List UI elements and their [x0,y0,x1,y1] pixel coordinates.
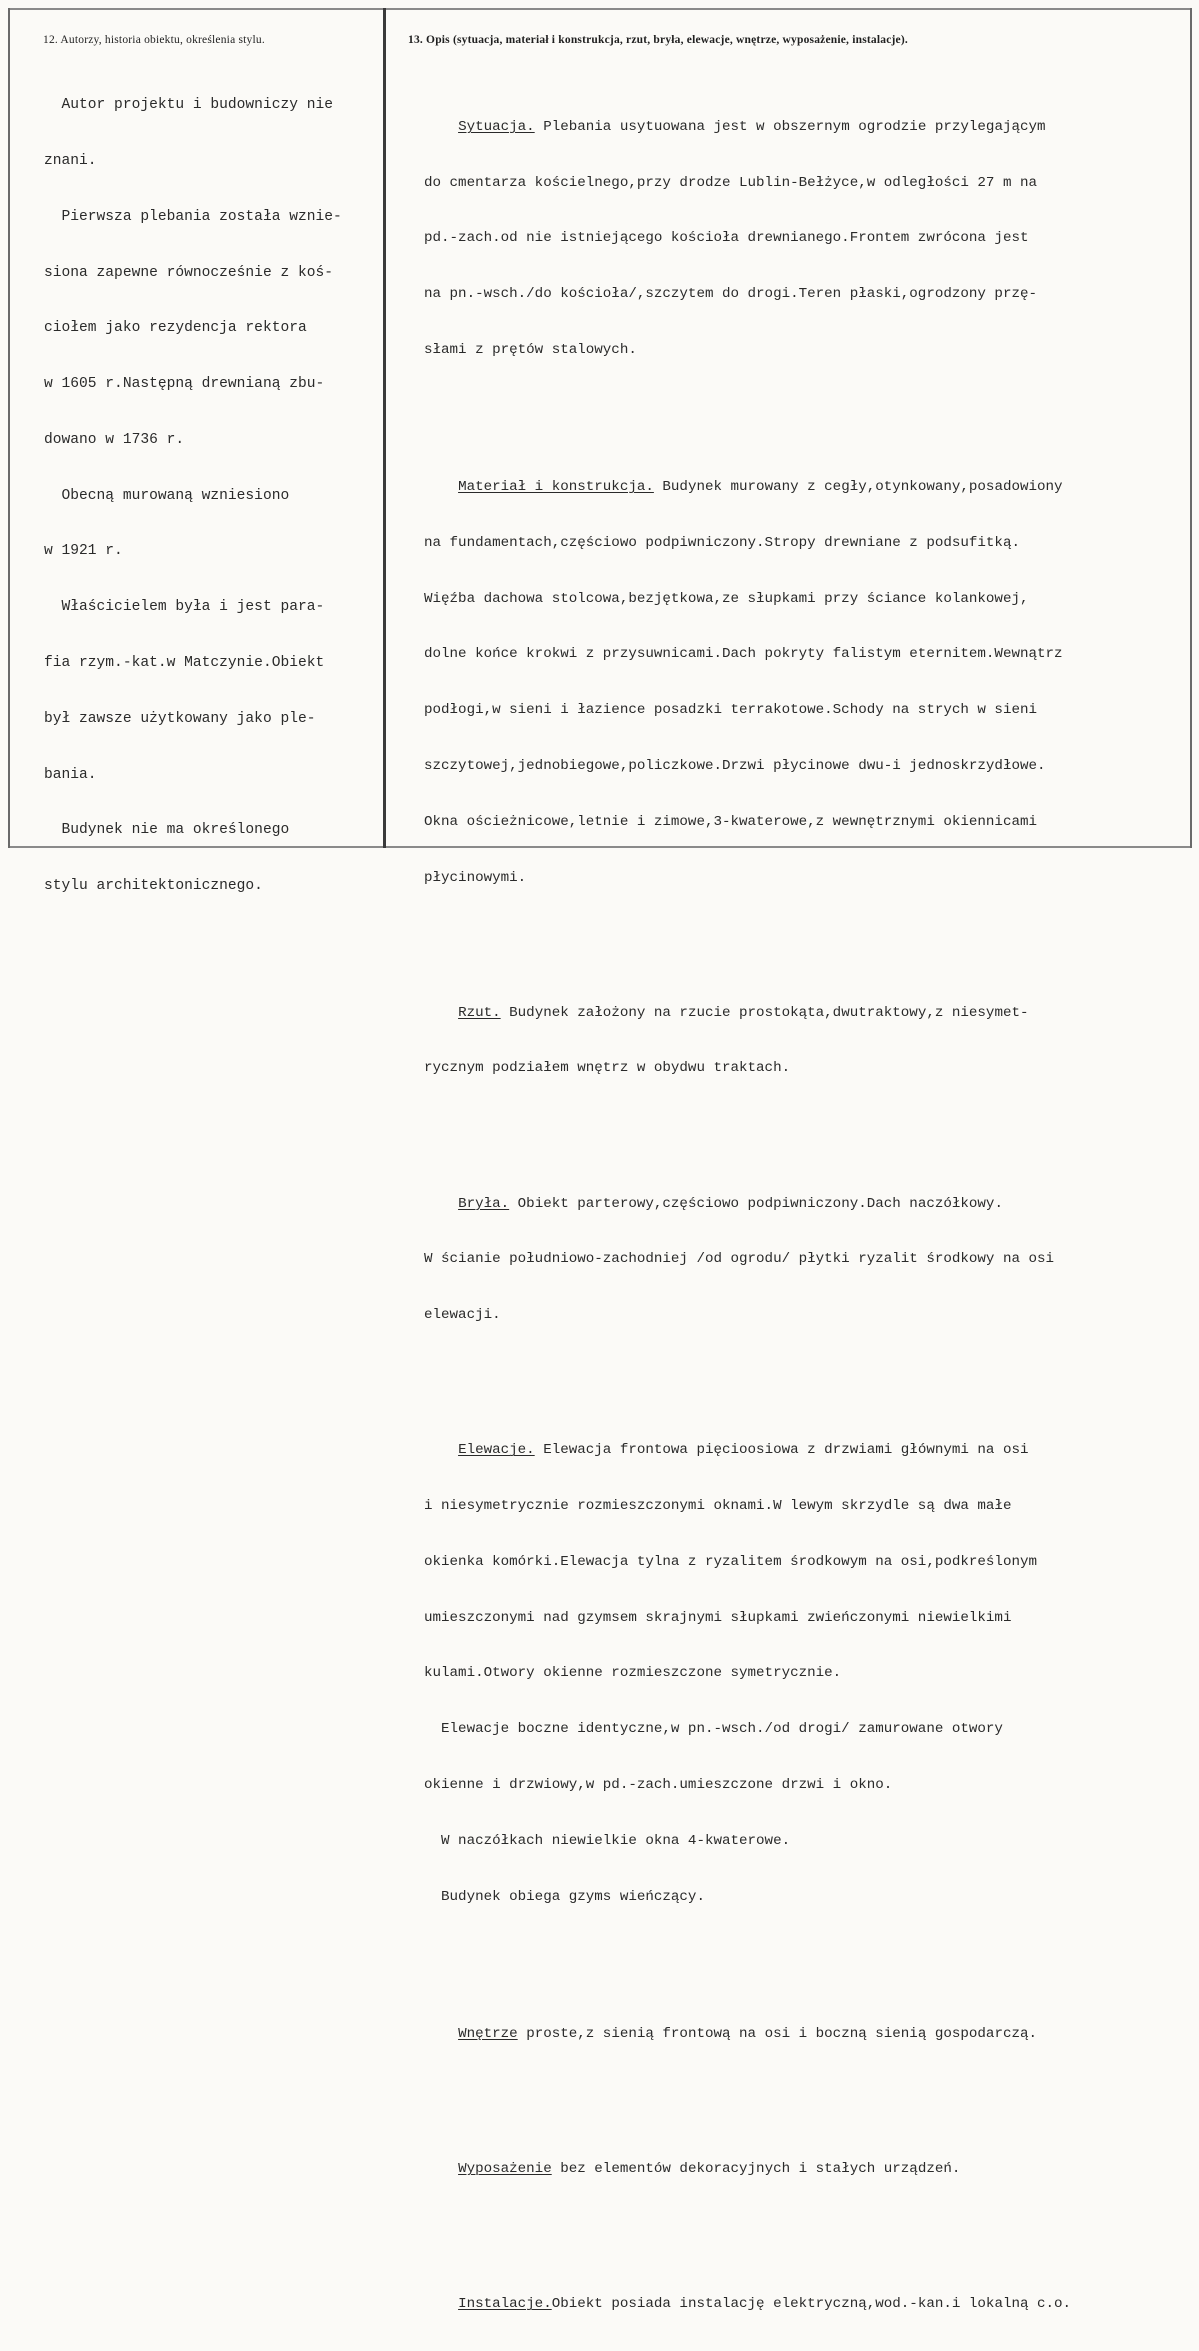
subsection-title-elewacje: Elewacje. [458,1442,535,1459]
text-line [424,2025,1071,2044]
text-fragment: Obiekt parterowy,częściowo podpiwniczony.Dach naczółkowy. [517,1195,1003,1212]
text-fragment: Budynek murowany z cegły,otynkowany,posadowiony [662,479,1063,496]
section-13-number: 13. Opis [408,34,450,46]
text-line: siona zapewne równocześnie z koś- [44,264,334,281]
subsection-title-wnetrze: Wnętrze [458,2025,518,2042]
subsection-title-material: Materiał i konstrukcja. [458,479,654,496]
subsection-title-sytuacja: Sytuacja. [458,118,535,135]
text-line: Więźba dachowa stolcowa,bezjętkowa,ze słupkami przy ściance kolankowej, [424,590,1029,607]
text-line: znani. [44,152,97,169]
text-fragment: Elewacja frontowa pięcioosiowa z drzwiami głównymi na osi [543,1442,1029,1459]
section-13-header [408,34,908,46]
text-line: słami z prętów stalowych. [424,341,637,358]
text-line [424,478,1071,497]
text-line: podłogi,w sieni i łazience posadzki terrakotowe.Schody na strych w sieni [424,702,1037,719]
text-line: okienne i drzwiowy,w pd.-zach.umieszczone drzwi i okno. [424,1777,893,1794]
text-line: Budynek nie ma określonego [44,822,290,839]
text-line: Obecną murowaną wzniesiono [44,487,290,504]
text-line: W ścianie południowo-zachodniej /od ogrodu/ płytki ryzalit środkowy na osi [424,1251,1055,1268]
description-text [424,62,1071,2351]
text-line: W naczółkach niewielkie okna 4-kwaterowe. [424,1832,791,1849]
text-line: do cmentarza kościelnego,przy drodze Lublin-Bełżyce,w odległości 27 m na [424,174,1037,191]
text-line: kulami.Otwory okienne rozmieszczone symetrycznie. [424,1665,842,1682]
subsection-title-wyposazenie: Wyposażenie [458,2160,552,2177]
text-line: Okna ościeżnicowe,letnie i zimowe,3-kwaterowe,z wewnętrznymi okiennicami [424,813,1037,830]
text-line: Właścicielem była i jest para- [44,599,325,616]
text-line: dowano w 1736 r. [44,431,185,448]
text-line [424,1195,1071,1214]
text-line: Budynek obiega gzyms wieńczący. [424,1888,705,1905]
paragraph-gap [424,2216,1071,2221]
text-line: Autor projektu i budowniczy nie [44,97,334,114]
paragraph-gap [424,1943,1071,1950]
paragraph-gap [424,397,1071,404]
text-fragment: bez elementów dekoracyjnych i stałych urządzeń. [560,2160,961,2177]
text-line: był zawsze użytkowany jako ple- [44,710,316,727]
text-line: okienka komórki.Elewacja tylna z ryzalitem środkowym na osi,podkreślonym [424,1553,1037,1570]
sheet-border-left [8,8,10,848]
text-line [424,2295,1071,2314]
paragraph-gap [424,924,1071,929]
text-line: na pn.-wsch./do kościoła/,szczytem do drogi.Teren płaski,ogrodzony przę- [424,286,1037,303]
text-line: stylu architektonicznego. [44,878,263,895]
text-line: na fundamentach,częściowo podpiwniczony.Stropy drewniane z podsufitką. [424,534,1020,551]
text-line: pd.-zach.od nie istniejącego kościoła drewnianego.Frontem zwrócona jest [424,230,1029,247]
text-fragment: proste,z sienią frontową na osi i boczną sienią gospodarczą. [526,2025,1038,2042]
column-divider [383,8,386,848]
section-13-description: (sytuacja, materiał i konstrukcja, rzut, bryła, elewacje, wnętrze, wyposażenie, instalacje). [452,34,908,46]
paragraph-gap [424,1115,1071,1120]
text-line: szczytowej,jednobiegowe,policzkowe.Drzwi płycinowe dwu-i jednoskrzydłowe. [424,757,1046,774]
subsection-title-rzut: Rzut. [458,1004,501,1021]
subsection-title-bryla: Bryła. [458,1195,510,1212]
subsection-title-instalacje: Instalacje. [458,2296,552,2313]
text-line: w 1605 r.Następną drewnianą zbu- [44,376,325,393]
text-line: rycznym podziałem wnętrz w obydwu traktach. [424,1060,791,1077]
history-text [44,59,342,933]
text-line: umieszczonymi nad gzymsem skrajnymi słupkami zwieńczonymi niewielkimi [424,1609,1012,1626]
text-line: w 1921 r. [44,543,123,560]
sheet-border-right [1190,8,1192,848]
section-12-header: 12. Autorzy, historia obiektu, określenia stylu. [43,34,265,46]
text-line: fia rzym.-kat.w Matczynie.Obiekt [44,655,325,671]
text-line: ciołem jako rezydencja rektora [44,320,307,337]
text-line: płycinowymi. [424,869,527,886]
text-fragment: Budynek założony na rzucie prostokąta,dwutraktowy,z niesymet- [509,1004,1029,1021]
text-line: bania. [44,766,97,783]
text-fragment: Obiekt posiada instalację elektryczną,wod.-kan.i lokalną c.o. [551,2296,1072,2313]
text-line: elewacji. [424,1307,501,1324]
text-line [424,2160,1071,2179]
text-line [424,1441,1071,1460]
sheet-border-top [8,8,1192,10]
text-line: Elewacje boczne identyczne,w pn.-wsch./od drogi/ zamurowane otwory [424,1721,1003,1738]
text-line: i niesymetrycznie rozmieszczonymi oknami.W lewym skrzydle są dwa małe [424,1498,1012,1515]
text-line: dolne końce krokwi z przysuwnicami.Dach pokryty falistym eternitem.Wewnątrz [424,646,1063,663]
paragraph-gap [424,1362,1071,1367]
text-line [424,1004,1071,1023]
text-line: Pierwsza plebania została wznie- [44,208,342,225]
text-line [424,118,1071,137]
paragraph-gap [424,2081,1071,2086]
text-fragment: Plebania usytuowana jest w obszernym ogrodzie przylegającym [543,118,1046,135]
